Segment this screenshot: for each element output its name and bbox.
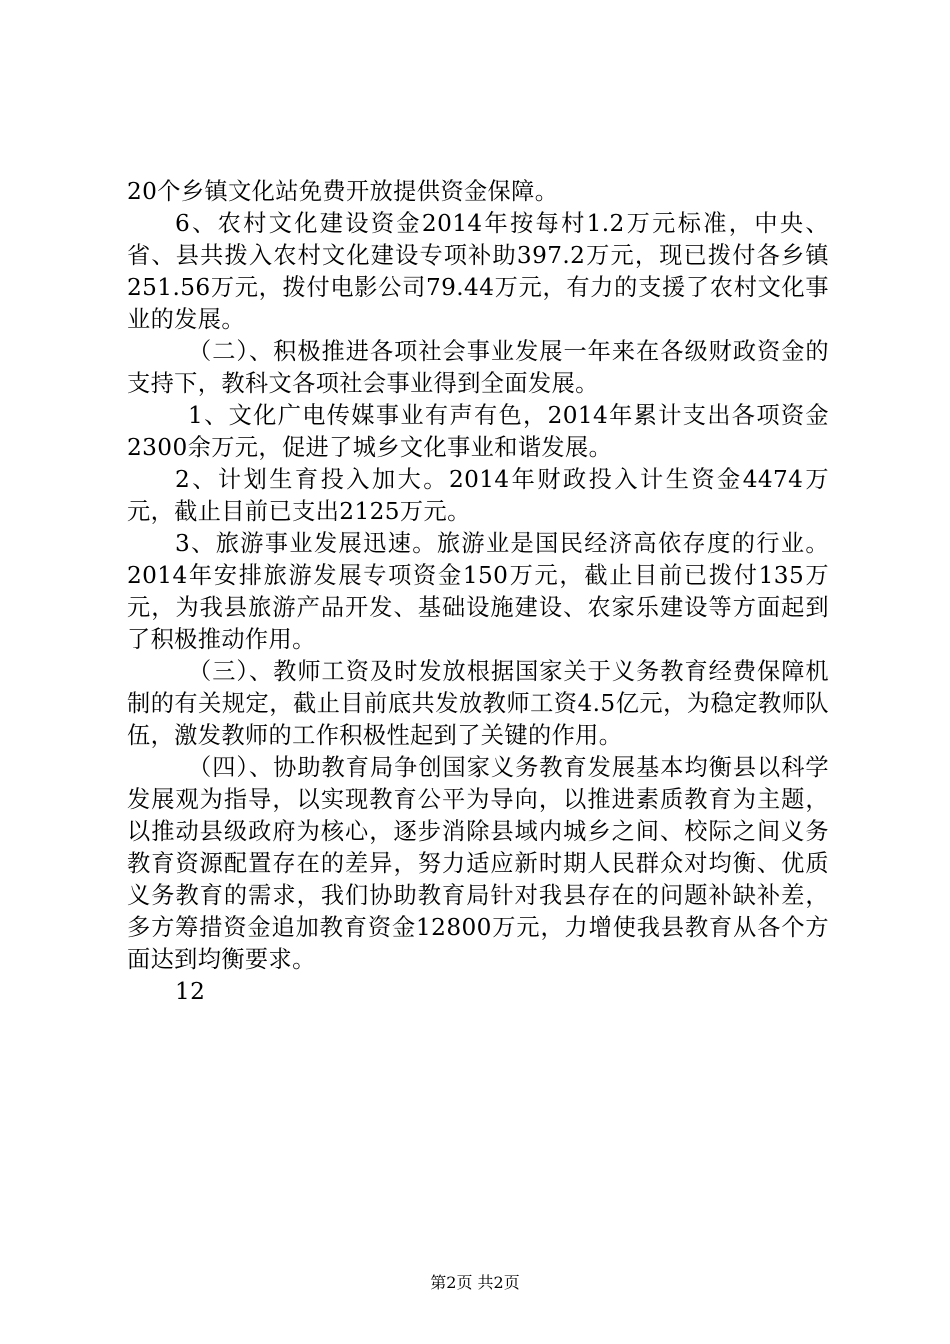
paragraph-tourism: 3、旅游事业发展迅速。旅游业是国民经济高依存度的行业。2014年安排旅游发展专项资金150万元，截止目前已拨付135万元，为我县旅游产品开发、基础设施建设、农家乐建设等方面起到了积极推动作用。 (127, 530, 829, 653)
paragraph-section-three: （三）、教师工资及时发放根据国家关于义务教育经费保障机制的有关规定，截止目前底共发放教师工资4.5亿元，为稳定教师队伍，激发教师的工作积极性起到了关键的作用。 (127, 658, 829, 749)
document-body (127, 176, 829, 1008)
paragraph-continuation: 20个乡镇文化站免费开放提供资金保障。 (127, 178, 559, 205)
paragraph-number: 12 (175, 978, 206, 1005)
paragraph-family-planning: 2、计划生育投入加大。2014年财政投入计生资金4474万元，截止目前已支出2125万元。 (127, 466, 829, 525)
paragraph-rural-culture-funds: 6、农村文化建设资金2014年按每村1.2万元标准，中央、省、县共拨入农村文化建设专项补助397.2万元，现已拨付各乡镇251.56万元，拨付电影公司79.44万元，有力的支援了农村文化事业的发展。 (127, 210, 829, 333)
paragraph-broadcast-media: 1、文化广电传媒事业有声有色，2014年累计支出各项资金2300余万元，促进了城乡文化事业和谐发展。 (127, 402, 829, 461)
paragraph-section-four: （四）、协助教育局争创国家义务教育发展基本均衡县以科学发展观为指导，以实现教育公平为导向，以推进素质教育为主题，以推动县级政府为核心，逐步消除县域内城乡之间、校际之间义务教育资源配置存在的差异，努力适应新时期人民群众对均衡、优质义务教育的需求，我们协助教育局针对我县存在的问题补缺补差，多方筹措资金追加教育资金12800万元，力增使我县教育从各个方面达到均衡要求。 (127, 754, 829, 973)
page-footer: 第2页 共2页 (430, 1273, 520, 1292)
paragraph-section-two: （二）、积极推进各项社会事业发展一年来在各级财政资金的支持下，教科文各项社会事业得到全面发展。 (127, 338, 829, 397)
